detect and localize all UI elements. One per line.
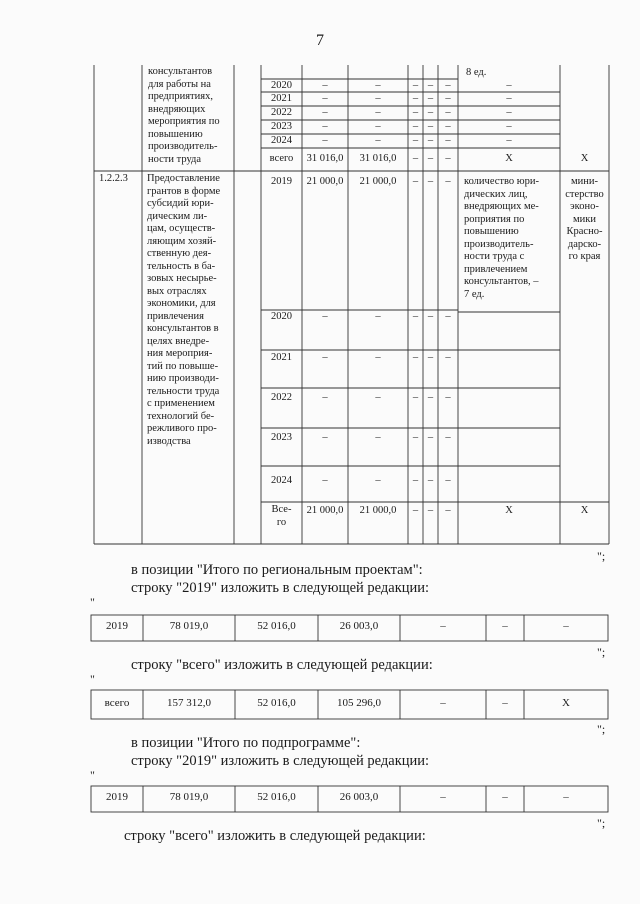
row-col6: – bbox=[563, 620, 569, 632]
closing-quote: "; bbox=[597, 549, 606, 563]
total-cell: – bbox=[322, 352, 328, 363]
result-line: ности труда с bbox=[464, 251, 525, 262]
closing-quote: "; bbox=[597, 816, 606, 830]
total-cell: – bbox=[322, 121, 328, 132]
description-line: тельность в ба- bbox=[147, 260, 216, 272]
col3-cell: – bbox=[412, 93, 419, 104]
col4-cell: – bbox=[427, 432, 434, 443]
row-total: 78 019,0 bbox=[169, 791, 209, 803]
year-cell: 2021 bbox=[271, 352, 292, 363]
row-regional: 26 003,0 bbox=[339, 620, 379, 632]
regional-cell: 21 000,0 bbox=[359, 176, 397, 187]
description-line: внедряющих bbox=[148, 103, 206, 115]
col5-cell: – bbox=[445, 121, 451, 132]
col3-cell: – bbox=[412, 153, 419, 164]
row-label: 2019 bbox=[106, 791, 128, 803]
col5-cell: – bbox=[445, 93, 451, 104]
description-line: предприятиях, bbox=[148, 91, 213, 102]
total-cell: 21 000,0 bbox=[306, 505, 344, 516]
result-cell: – bbox=[506, 135, 512, 146]
year-cell: 2020 bbox=[271, 80, 292, 91]
result-line: консультантов, – bbox=[464, 276, 539, 287]
executor-line: мики bbox=[573, 213, 596, 225]
row-col4: – bbox=[440, 697, 446, 709]
regional-cell: – bbox=[375, 107, 381, 118]
executor-line: Красно- bbox=[566, 226, 603, 237]
description-line: нию производи- bbox=[147, 373, 219, 384]
opening-quote: " bbox=[90, 595, 95, 609]
description-line: целях внедре- bbox=[147, 335, 210, 347]
description-line: повышению bbox=[148, 128, 203, 140]
description-line: дическим ли- bbox=[147, 210, 208, 222]
opening-quote: " bbox=[90, 672, 95, 686]
description-line: ния мероприя- bbox=[147, 348, 213, 359]
col5-cell: – bbox=[445, 311, 451, 322]
result-line: 7 ед. bbox=[464, 288, 485, 300]
result-cell: – bbox=[506, 80, 512, 91]
col5-cell: – bbox=[445, 107, 451, 118]
col4-cell: – bbox=[427, 311, 434, 322]
year-cell: 2024 bbox=[271, 475, 292, 486]
page-number: 7 bbox=[316, 32, 324, 49]
description-line: ляющим хозяй- bbox=[147, 235, 217, 247]
row-col6: Х bbox=[562, 697, 570, 709]
row-federal: 52 016,0 bbox=[257, 620, 296, 632]
description-line: субсидий юри- bbox=[147, 198, 214, 209]
total-cell: – bbox=[322, 432, 328, 443]
total-label-line: го bbox=[276, 516, 287, 528]
executor-line: мини- bbox=[571, 176, 598, 187]
paragraph: строку "всего" изложить в следующей редакции: bbox=[124, 828, 426, 844]
row-federal: 52 016,0 bbox=[257, 791, 296, 803]
description-line: режливого про- bbox=[147, 423, 217, 434]
regional-cell: – bbox=[375, 311, 381, 322]
total-cell: – bbox=[322, 392, 328, 403]
col4-cell: – bbox=[427, 80, 434, 91]
col3-cell: – bbox=[412, 135, 419, 146]
paragraph: строку "всего" изложить в следующей редакции: bbox=[131, 657, 433, 673]
total-cell: – bbox=[322, 107, 328, 118]
regional-cell: – bbox=[375, 121, 381, 132]
description-line: мероприятия по bbox=[148, 116, 220, 127]
col4-cell: – bbox=[427, 505, 434, 516]
result-line: количество юри- bbox=[464, 176, 539, 187]
year-cell: 2022 bbox=[271, 107, 292, 118]
description-line: тий по повыше- bbox=[147, 360, 219, 372]
regional-cell: – bbox=[375, 432, 381, 443]
row-label: 2019 bbox=[106, 620, 128, 632]
col4-cell: – bbox=[427, 135, 434, 146]
col3-cell: – bbox=[412, 392, 419, 403]
description-line: зовых несырье- bbox=[147, 273, 217, 284]
regional-cell: – bbox=[375, 135, 381, 146]
year-cell: 2023 bbox=[271, 121, 292, 132]
executor-line: дарско- bbox=[567, 238, 602, 250]
total-cell: – bbox=[322, 311, 328, 322]
col5-cell: – bbox=[445, 80, 451, 91]
row-regional: 26 003,0 bbox=[339, 791, 379, 803]
regional-cell: – bbox=[375, 392, 381, 403]
regional-cell: – bbox=[375, 93, 381, 104]
year-cell: 2024 bbox=[271, 135, 292, 146]
executor-line: стерство bbox=[565, 188, 604, 200]
paragraph: в позиции "Итого по региональным проектам": bbox=[131, 562, 423, 578]
col5-cell: – bbox=[445, 153, 451, 164]
total-cell: 31 016,0 bbox=[306, 153, 344, 164]
regional-cell: 31 016,0 bbox=[359, 153, 397, 164]
closing-quote: "; bbox=[597, 722, 606, 736]
col3-cell: – bbox=[412, 475, 419, 486]
col3-cell: – bbox=[412, 107, 419, 118]
col4-cell: – bbox=[427, 93, 434, 104]
col3-cell: – bbox=[412, 121, 419, 132]
row-col4: – bbox=[440, 620, 446, 632]
col3-cell: – bbox=[412, 80, 419, 91]
col3-cell: – bbox=[412, 352, 419, 363]
paragraph: строку "2019" изложить в следующей редакции: bbox=[131, 580, 430, 596]
row-col5: – bbox=[502, 791, 508, 803]
row-col6: – bbox=[563, 791, 569, 803]
result-cell: – bbox=[506, 121, 512, 132]
result-cell: – bbox=[506, 93, 512, 104]
description-line: тельности труда bbox=[147, 385, 220, 397]
year-cell: 2019 bbox=[271, 176, 292, 187]
executor-line: го края bbox=[568, 251, 601, 262]
item-number: 1.2.2.3 bbox=[99, 173, 128, 184]
description-line: технологий бе- bbox=[147, 410, 215, 422]
description-line: производитель- bbox=[148, 141, 218, 152]
row-total: 78 019,0 bbox=[169, 620, 209, 632]
row-col4: – bbox=[440, 791, 446, 803]
row-total: 157 312,0 bbox=[167, 697, 211, 709]
description-line: ности труда bbox=[148, 153, 202, 165]
closing-quote: "; bbox=[597, 645, 606, 659]
paragraph: строку "2019" изложить в следующей редакции: bbox=[131, 753, 430, 769]
col4-cell: – bbox=[427, 475, 434, 486]
row-federal: 52 016,0 bbox=[257, 697, 296, 709]
description-line: вых отраслях bbox=[147, 285, 207, 297]
col4-cell: – bbox=[427, 107, 434, 118]
top-block-result: 8 ед. bbox=[466, 67, 487, 78]
total-label: всего bbox=[269, 153, 294, 164]
result-line: дических лиц, bbox=[464, 188, 528, 200]
year-cell: 2020 bbox=[271, 311, 292, 322]
year-cell: 2022 bbox=[271, 392, 292, 403]
result-line: повышению bbox=[464, 226, 519, 237]
col5-cell: – bbox=[445, 392, 451, 403]
description-line: цам, осуществ- bbox=[147, 223, 216, 234]
description-line: консультантов в bbox=[147, 323, 219, 334]
description-line: ственную дея- bbox=[147, 248, 212, 259]
description-line: экономики, для bbox=[147, 298, 216, 309]
result-cell: Х bbox=[505, 505, 513, 516]
total-cell: – bbox=[322, 135, 328, 146]
row-col5: – bbox=[502, 697, 508, 709]
col4-cell: – bbox=[427, 153, 434, 164]
year-cell: 2023 bbox=[271, 432, 292, 443]
col4-cell: – bbox=[427, 121, 434, 132]
description-line: привлечения bbox=[147, 310, 204, 322]
regional-cell: 21 000,0 bbox=[359, 505, 397, 516]
row-regional: 105 296,0 bbox=[337, 697, 381, 709]
col5-cell: – bbox=[445, 135, 451, 146]
description-line: Предоставление bbox=[147, 173, 220, 184]
total-cell: – bbox=[322, 80, 328, 91]
description-line: консультантов bbox=[148, 66, 213, 77]
regional-cell: – bbox=[375, 352, 381, 363]
col5-cell: – bbox=[445, 176, 451, 187]
opening-quote: " bbox=[90, 768, 95, 782]
col5-cell: – bbox=[445, 352, 451, 363]
result-cell: Х bbox=[505, 153, 513, 164]
result-line: производитель- bbox=[464, 238, 534, 250]
executor-cell: Х bbox=[580, 153, 589, 164]
col3-cell: – bbox=[412, 432, 419, 443]
description-line: для работы на bbox=[148, 78, 211, 90]
total-label-line: Все- bbox=[271, 504, 292, 515]
col4-cell: – bbox=[427, 392, 434, 403]
result-line: привлечением bbox=[464, 263, 528, 275]
col3-cell: – bbox=[412, 311, 419, 322]
result-line: роприятия по bbox=[464, 213, 525, 225]
executor-line: эконо- bbox=[570, 201, 599, 212]
col5-cell: – bbox=[445, 475, 451, 486]
total-cell: 21 000,0 bbox=[306, 176, 344, 187]
paragraph: в позиции "Итого по подпрограмме": bbox=[131, 735, 361, 751]
regional-cell: – bbox=[375, 80, 381, 91]
total-cell: – bbox=[322, 475, 328, 486]
regional-cell: – bbox=[375, 475, 381, 486]
executor-cell: Х bbox=[580, 505, 589, 516]
result-cell: – bbox=[506, 107, 512, 118]
col3-cell: – bbox=[412, 505, 419, 516]
total-cell: – bbox=[322, 93, 328, 104]
result-line: внедряющих ме- bbox=[464, 201, 539, 212]
col5-cell: – bbox=[445, 432, 451, 443]
description-line: изводства bbox=[147, 435, 191, 447]
description-line: грантов в форме bbox=[147, 185, 221, 197]
col4-cell: – bbox=[427, 176, 434, 187]
col4-cell: – bbox=[427, 352, 434, 363]
col5-cell: – bbox=[445, 505, 451, 516]
col3-cell: – bbox=[412, 176, 419, 187]
row-col5: – bbox=[502, 620, 508, 632]
row-label: всего bbox=[104, 697, 130, 709]
description-line: с применением bbox=[147, 398, 215, 409]
year-cell: 2021 bbox=[271, 93, 292, 104]
